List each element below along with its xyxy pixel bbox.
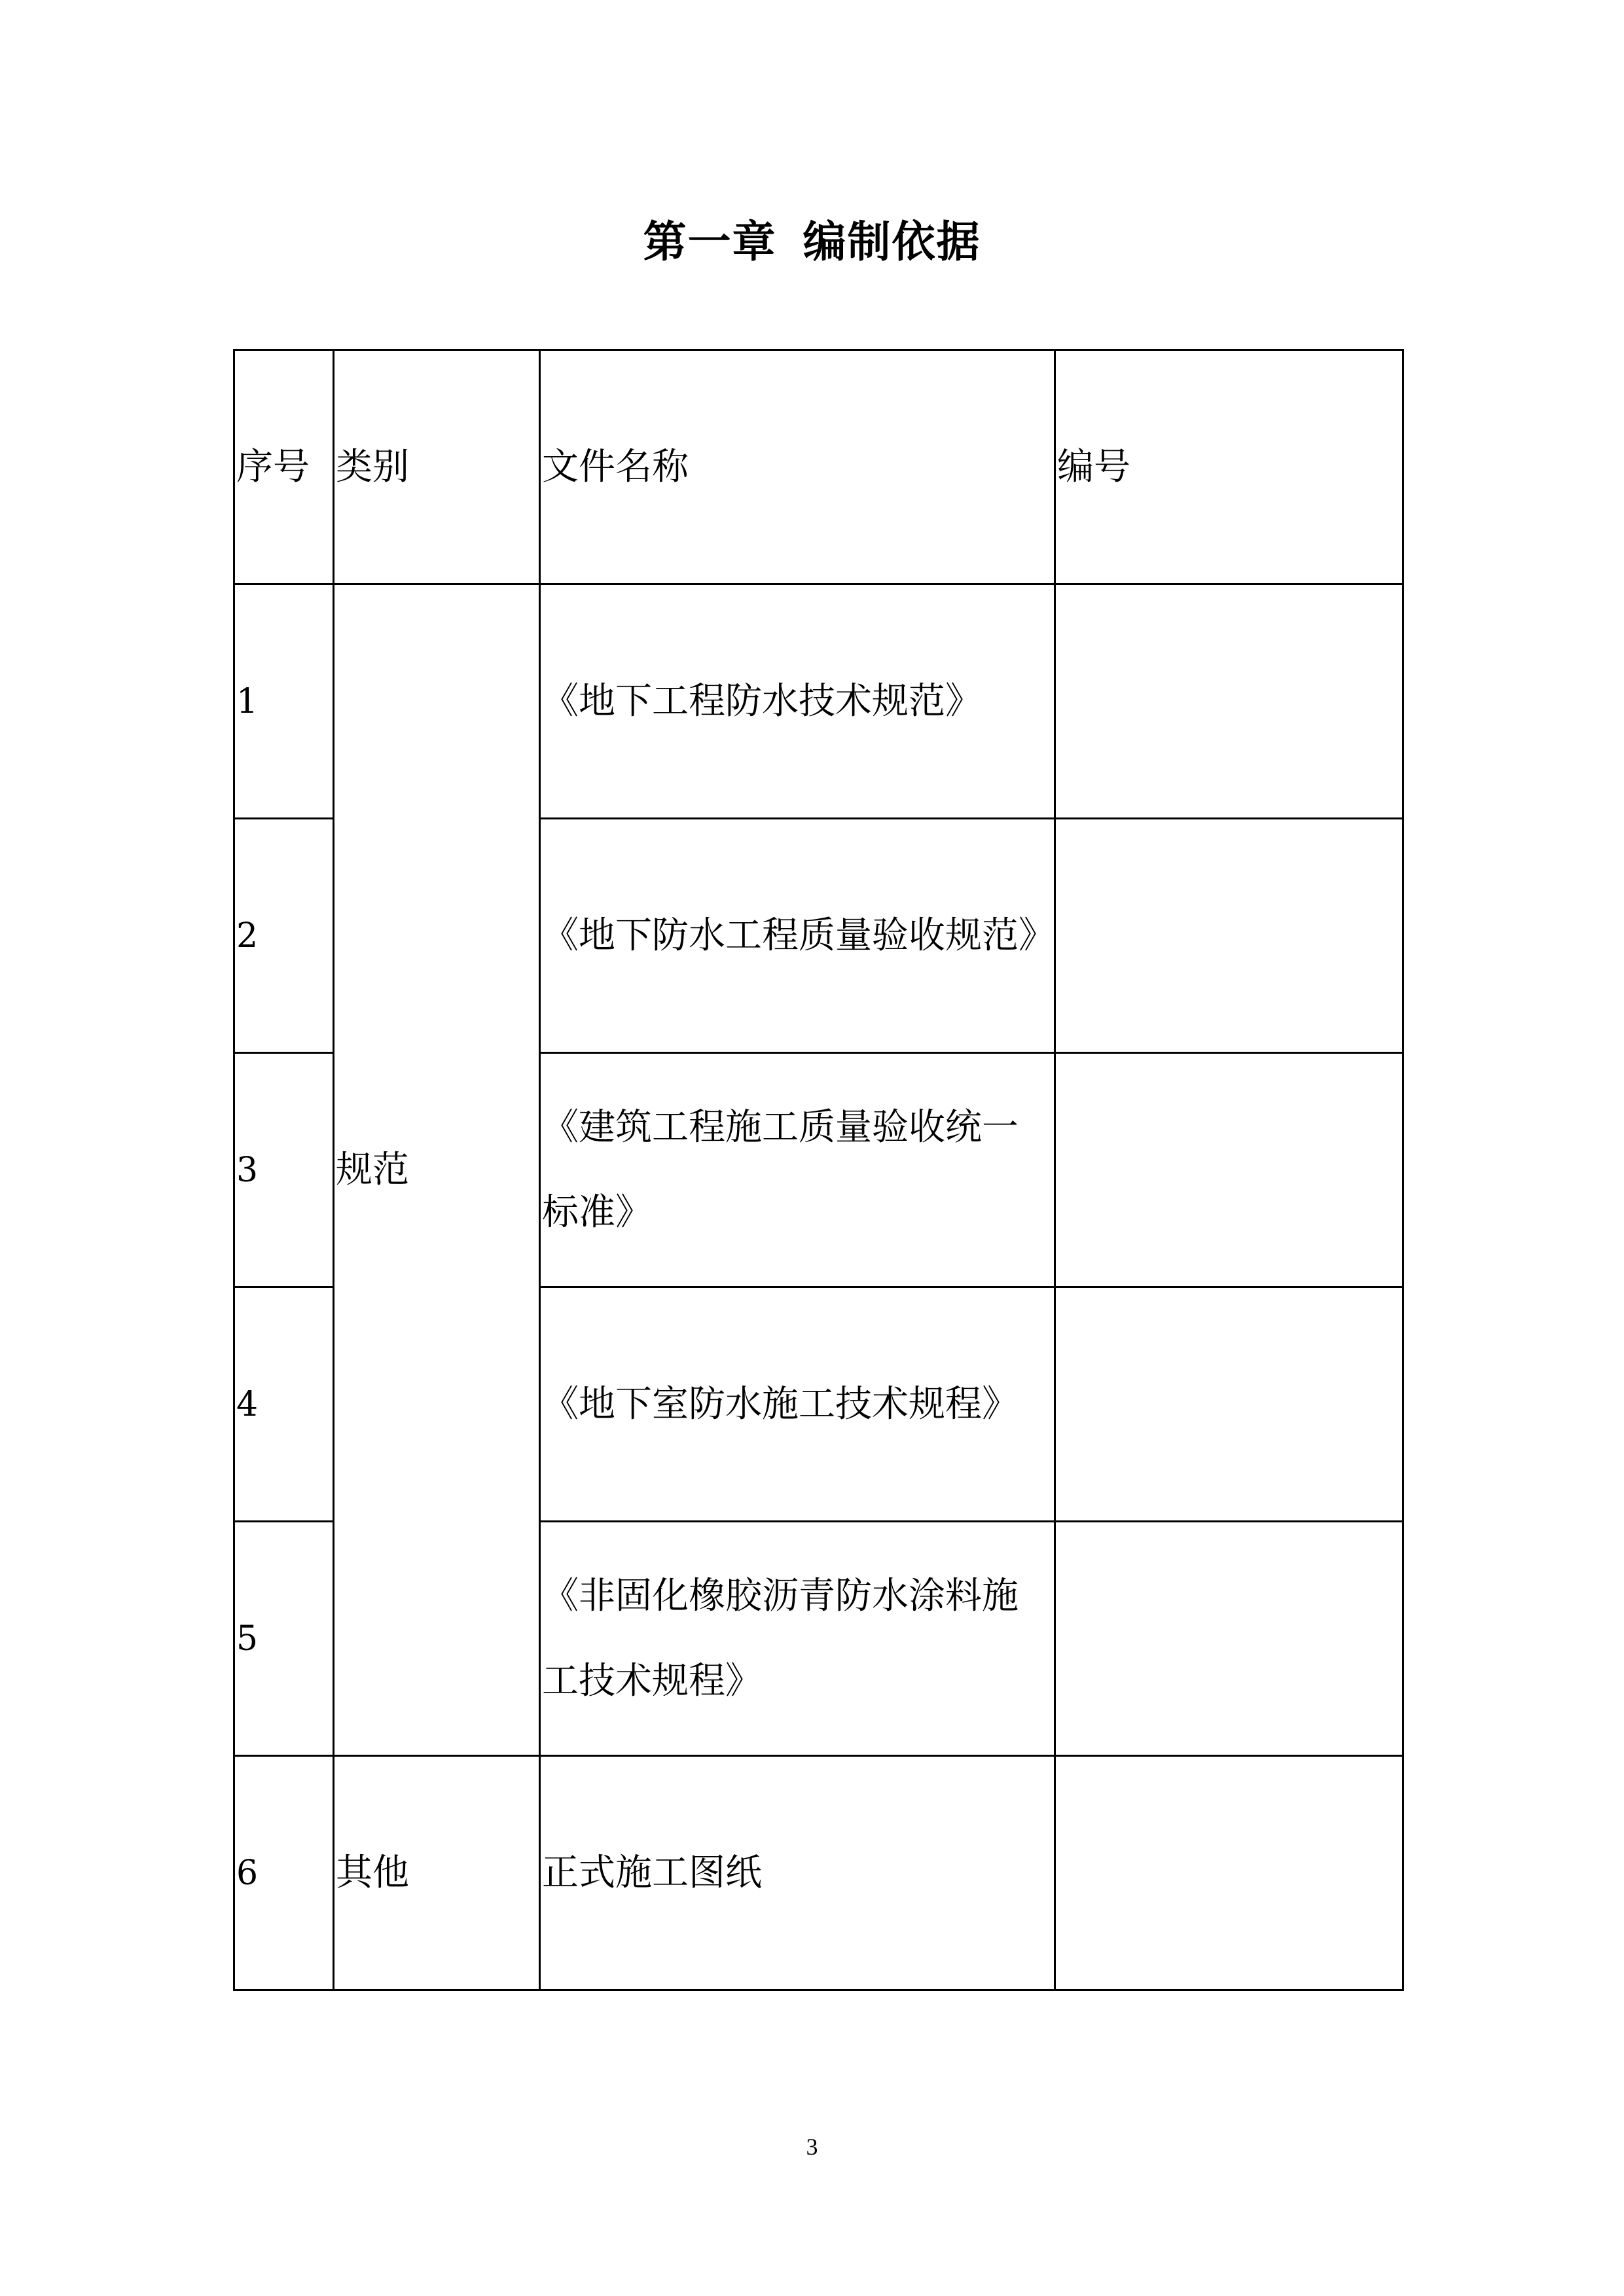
table-header-row [234, 350, 1403, 584]
row-document-name: 《非固化橡胶沥青防水涂料施工技术规程》 [540, 1522, 1055, 1756]
row-index: 2 [234, 819, 334, 1053]
row-code [1055, 1522, 1403, 1756]
row-code [1055, 819, 1403, 1053]
header-category: 类别 [334, 350, 540, 584]
chapter-name: 编制依据 [803, 217, 981, 267]
row-category: 其他 [334, 1756, 540, 1990]
row-code [1055, 1756, 1403, 1990]
row-index: 6 [234, 1756, 334, 1990]
compilation-basis-table [233, 349, 1404, 1991]
header-index: 序号 [234, 350, 334, 584]
row-code [1055, 1053, 1403, 1287]
row-category: 规范 [334, 584, 540, 1756]
row-code [1055, 584, 1403, 819]
header-document-name: 文件名称 [540, 350, 1055, 584]
row-index: 1 [234, 584, 334, 819]
chapter-title [0, 209, 1624, 275]
row-index: 5 [234, 1522, 334, 1756]
page-number: 3 [806, 2134, 818, 2160]
row-document-name: 《地下工程防水技术规范》 [540, 584, 1055, 819]
row-document-name: 正式施工图纸 [540, 1756, 1055, 1990]
row-document-name: 《地下室防水施工技术规程》 [540, 1287, 1055, 1522]
row-index: 3 [234, 1053, 334, 1287]
row-document-name: 《建筑工程施工质量验收统一标准》 [540, 1053, 1055, 1287]
chapter-number: 第一章 [643, 217, 777, 267]
row-document-name: 《地下防水工程质量验收规范》 [540, 819, 1055, 1053]
header-code: 编号 [1055, 350, 1403, 584]
table-row [234, 584, 1403, 819]
row-index: 4 [234, 1287, 334, 1522]
row-code [1055, 1287, 1403, 1522]
table-row [234, 1756, 1403, 1990]
